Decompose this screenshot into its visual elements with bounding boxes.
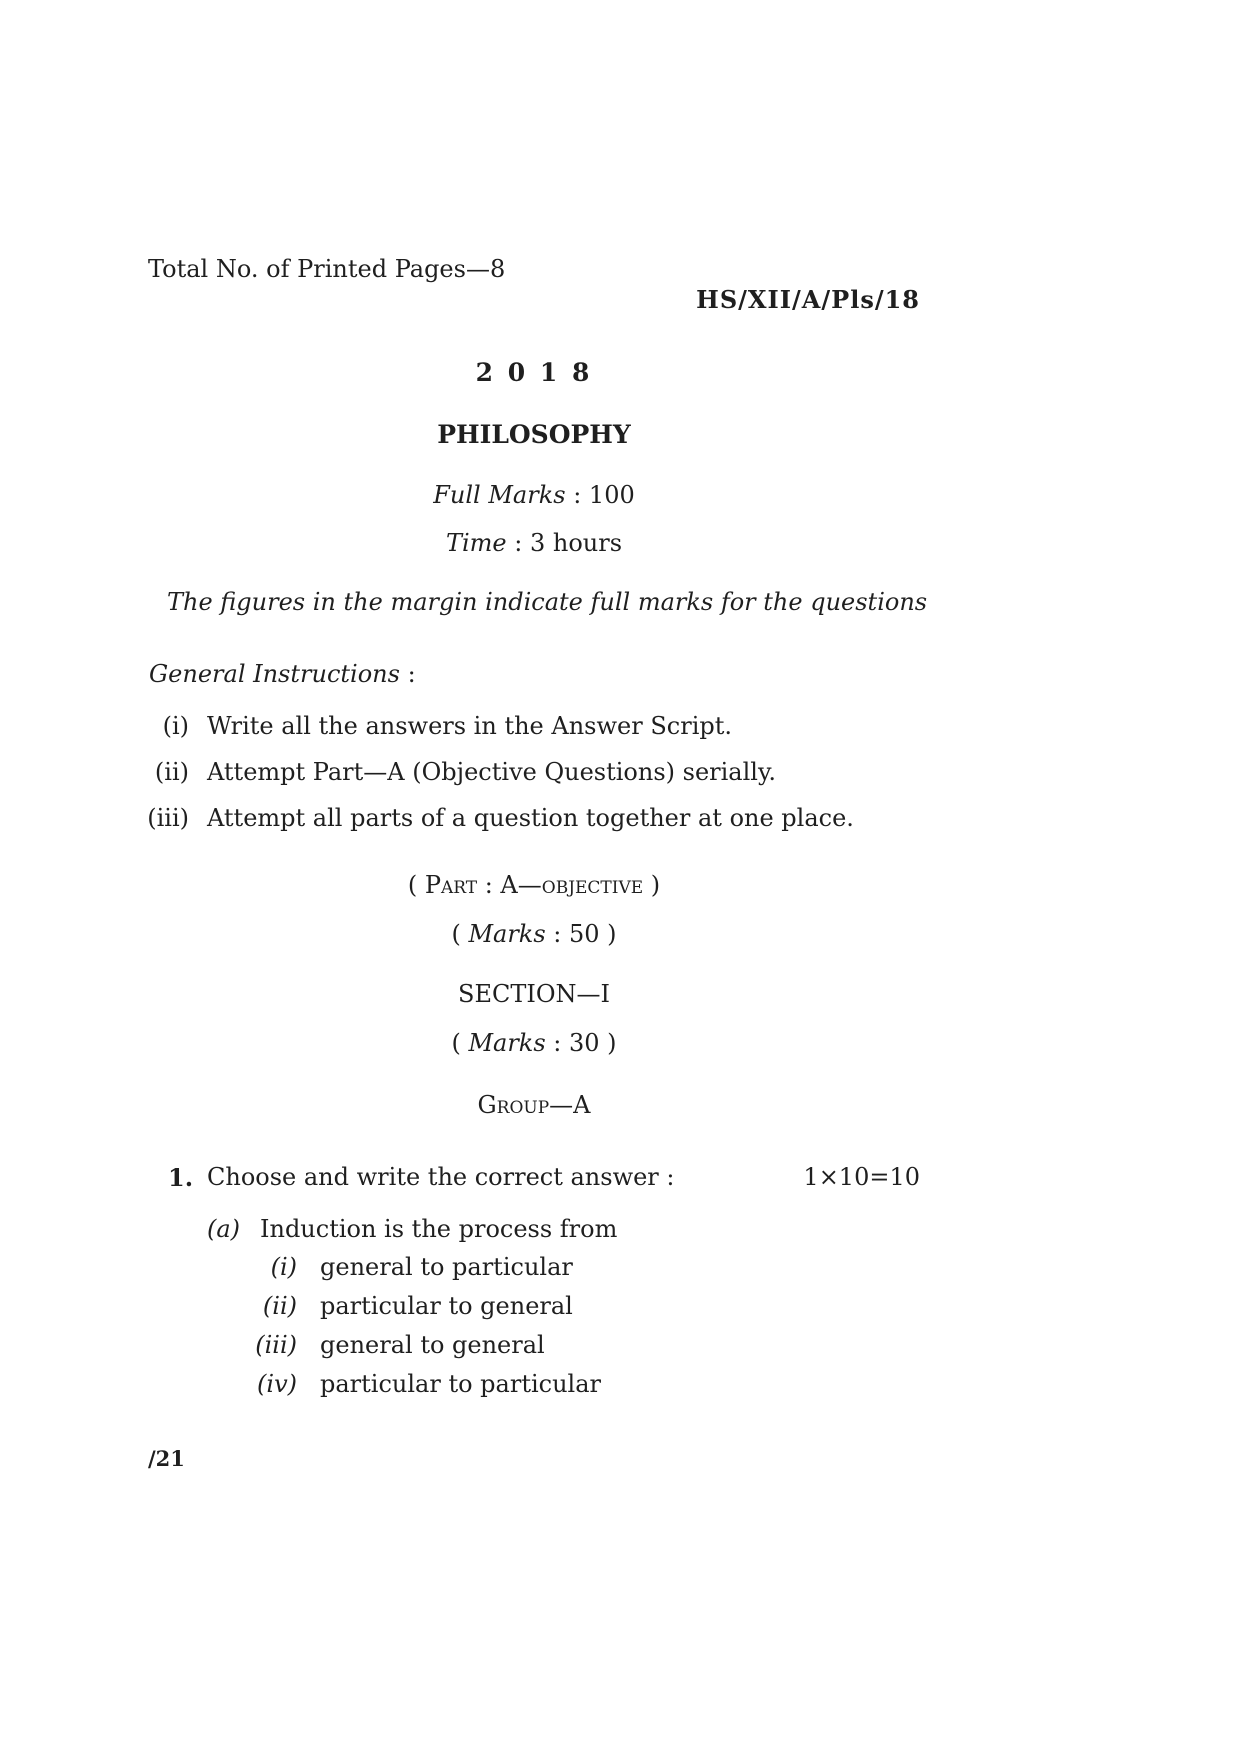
section-marks-open: ( [451,1029,469,1057]
instruction-text: Attempt all parts of a question together at one place. [207,804,854,832]
margin-note: The figures in the margin indicate full marks for the questions [167,588,928,616]
part-marks-open: ( [451,920,469,948]
option-label: (i) [270,1253,297,1281]
section-marks-value: : 30 ) [545,1029,617,1057]
instruction-number: (iii) [147,804,189,832]
option-text: general to particular [320,1253,573,1281]
option-label: (iv) [257,1370,297,1398]
section-heading: SECTION—I [458,980,610,1008]
part-marks [451,920,616,948]
total-pages: Total No. of Printed Pages—8 [148,255,506,283]
instructions-heading-colon: : [399,660,416,688]
subquestion-text: Induction is the process from [260,1215,618,1243]
instruction-number: (ii) [154,758,189,786]
exam-year: 2 0 1 8 [475,358,593,387]
option-text: general to general [320,1331,545,1359]
question-text: Choose and write the correct answer : [207,1163,675,1191]
time-allowed [446,529,622,557]
full-marks-value: : 100 [565,481,635,509]
part-marks-value: : 50 ) [545,920,617,948]
instructions-heading-text: General Instructions [149,660,400,688]
full-marks [433,481,634,509]
section-marks-label: Marks [468,1029,546,1057]
instruction-number: (i) [162,712,189,740]
part-heading: ( Part : A—objective ) [407,871,661,899]
question-number: 1. [168,1163,194,1192]
instruction-text: Write all the answers in the Answer Script. [207,712,732,740]
question-marks: 1×10=10 [803,1163,920,1191]
footer-code: /21 [148,1446,185,1471]
paper-code: HS/XII/A/Pls/18 [696,285,920,314]
part-marks-label: Marks [468,920,546,948]
option-label: (iii) [255,1331,297,1359]
time-value: : 3 hours [506,529,623,557]
option-text: particular to general [320,1292,573,1320]
option-text: particular to particular [320,1370,601,1398]
option-label: (ii) [262,1292,297,1320]
group-heading: Group—A [477,1091,591,1119]
subject-title: PHILOSOPHY [437,420,631,449]
full-marks-label: Full Marks [433,481,566,509]
time-label: Time [445,529,507,557]
section-marks [451,1029,616,1057]
instruction-text: Attempt Part—A (Objective Questions) serially. [207,758,776,786]
subquestion-label: (a) [207,1215,241,1243]
instructions-heading [149,660,416,688]
